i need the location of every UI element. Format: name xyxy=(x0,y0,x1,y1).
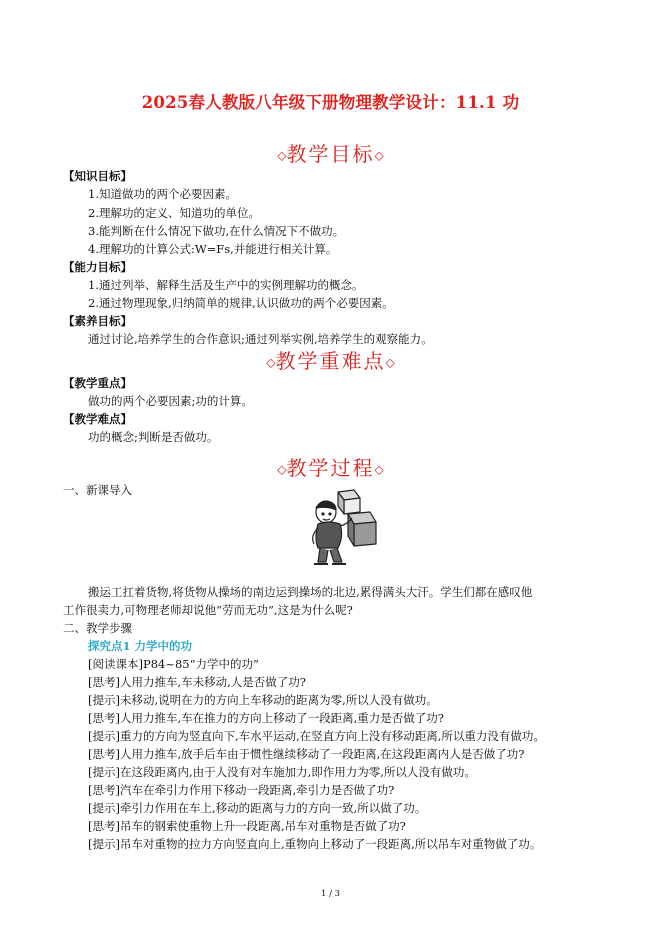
intro-paragraph-line: 工作很卖力,可物理老师却说他“劳而无功”,这是为什么呢? xyxy=(63,603,353,617)
step-line: [提示]牵引力作用在车上,移动的距离与力的方向一致,所以做了功。 xyxy=(88,801,427,815)
section-title-process xyxy=(0,452,661,481)
knowledge-goal-item: 3.能判断在什么情况下做功,在什么情况下不做功。 xyxy=(88,224,345,238)
step-line: [思考]人用力推车,放手后车由于惯性继续移动了一段距离,在这段距离内人是否做了功? xyxy=(88,747,525,761)
section-title-text: 教学重难点 xyxy=(275,349,386,373)
step-line: [思考]汽车在牵引力作用下移动一段距离,牵引力是否做了功? xyxy=(88,783,395,797)
intro-heading: 一、新课导入 xyxy=(63,483,132,497)
step-line: [提示]在这段距离内,由于人没有对车施加力,即作用力为零,所以人没有做功。 xyxy=(88,765,476,779)
ability-goal-item: 2.通过物理现象,归纳简单的规律,认识做功的两个必要因素。 xyxy=(88,296,394,310)
step-line: [阅读课本]P84~85“力学中的功” xyxy=(88,657,259,671)
diamond-right-icon: ◇ xyxy=(374,148,384,163)
literacy-goal-text: 通过讨论,培养学生的合作意识;通过列举实例,培养学生的观察能力。 xyxy=(88,332,433,346)
step-line: [提示]未移动,说明在力的方向上车移动的距离为零,所以人没有做功。 xyxy=(88,693,438,707)
difficulty-label: 【教学难点】 xyxy=(63,412,132,426)
knowledge-goal-item: 4.理解功的计算公式:W=Fs,并能进行相关计算。 xyxy=(88,242,338,256)
knowledge-goals-label: 【知识目标】 xyxy=(63,169,132,183)
step-line: [思考]人用力推车,车未移动,人是否做了功? xyxy=(88,675,306,689)
step-line: [提示]重力的方向为竖直向下,车水平运动,在竖直方向上没有移动距离,所以重力没有做功。 xyxy=(88,729,545,743)
section-title-goals xyxy=(0,138,661,167)
section-title-key-points xyxy=(0,345,661,374)
diamond-left-icon: ◇ xyxy=(277,462,287,477)
literacy-goals-label: 【素养目标】 xyxy=(63,314,132,328)
step-line: [思考]吊车的钢索使重物上升一段距离,吊车对重物是否做了功? xyxy=(88,819,406,833)
page-number: 1 / 3 xyxy=(320,889,341,899)
document-title: 2025春人教版八年级下册物理教学设计：11.1 功 xyxy=(141,93,520,112)
topic-heading: 探究点1 力学中的功 xyxy=(88,639,193,653)
intro-paragraph-line: 搬运工扛着货物,将货物从操场的南边运到操场的北边,累得满头大汗。学生们都在感叹他 xyxy=(88,585,533,599)
diamond-right-icon: ◇ xyxy=(385,355,395,370)
step-line: [思考]人用力推车,车在推力的方向上移动了一段距离,重力是否做了功? xyxy=(88,711,444,725)
porter-carrying-boxes-icon xyxy=(304,488,384,570)
section-title-text: 教学过程 xyxy=(286,456,375,480)
ability-goals-label: 【能力目标】 xyxy=(63,260,132,274)
diamond-left-icon: ◇ xyxy=(277,148,287,163)
diamond-left-icon: ◇ xyxy=(266,355,276,370)
focus-label: 【教学重点】 xyxy=(63,376,132,390)
knowledge-goal-item: 1.知道做功的两个必要因素。 xyxy=(88,187,237,201)
diamond-right-icon: ◇ xyxy=(374,462,384,477)
knowledge-goal-item: 2.理解功的定义、知道功的单位。 xyxy=(88,206,260,220)
difficulty-text: 功的概念;判断是否做功。 xyxy=(88,430,219,444)
focus-text: 做功的两个必要因素;功的计算。 xyxy=(88,394,253,408)
steps-heading: 二、教学步骤 xyxy=(63,621,132,635)
section-title-text: 教学目标 xyxy=(286,142,375,166)
ability-goal-item: 1.通过列举、解释生活及生产中的实例理解功的概念。 xyxy=(88,278,364,292)
step-line: [提示]吊车对重物的拉力方向竖直向上,重物向上移动了一段距离,所以吊车对重物做了功。 xyxy=(88,837,542,851)
